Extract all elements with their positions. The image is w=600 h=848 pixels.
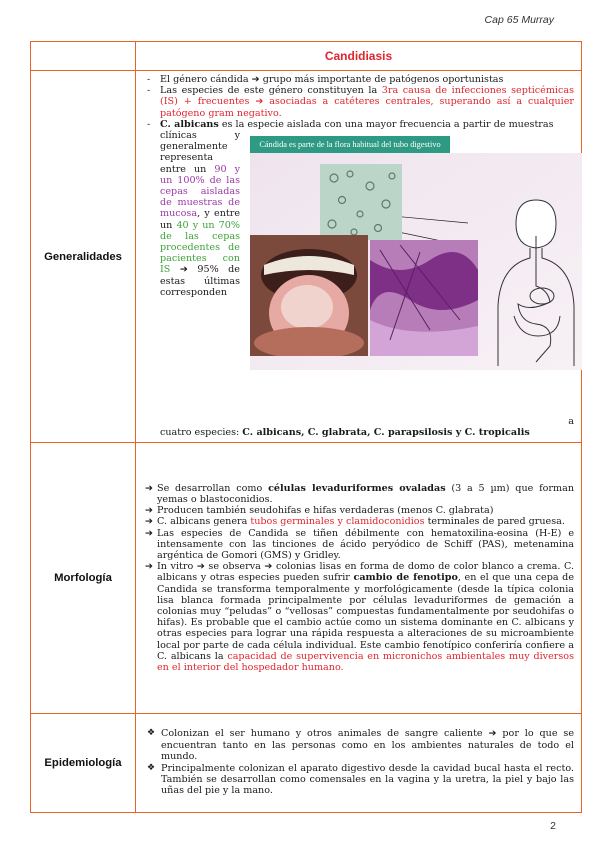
label-generalidades: Generalidades [31, 71, 136, 443]
digestive-tract-diagram [490, 196, 582, 366]
generalidades-narrow-text: clínicas y generalmente representa entre un 90 y un 100% de las cepas aisladas de muestras de mucosa, y entre un 40 y un 70% de las cepas procedentes de pacientes con IS ➔ 95% de estas últimas corresponden [160, 130, 240, 298]
generalidades-body [145, 130, 574, 416]
figure-caption: Cándida es parte de la flora habitual del tubo digestivo [250, 136, 450, 153]
candida-flora-figure [250, 136, 582, 370]
table-title: Candidiasis [136, 42, 582, 71]
title-row [31, 42, 582, 71]
list-item: ➔ Se desarrollan como células levaduriformes ovaladas (3 a 5 µm) que forman yemas o blastoconidios. [145, 482, 575, 505]
diamond-bullet-icon: ❖ [147, 762, 156, 773]
list-item: ❖ Colonizan el ser humano y otros animales de sangre caliente ➔ por lo que se encuentran tanto en las personas como en los ambientes naturales de todo el mundo. [147, 728, 574, 762]
title-blank-cell [31, 42, 136, 71]
row-morfologia [31, 443, 582, 714]
list-item: ➔ Producen también seudohifas e hifas verdaderas (menos C. glabrata) [145, 505, 494, 517]
page-number: 2 [550, 820, 556, 832]
list-item: - Las especies de este género constituyen la 3ra causa de infecciones septicémicas (IS) + frecuentes ➔ asociadas a catéteres centrales, superando así a cualquier patógeno gram negativo. [147, 85, 574, 119]
content-morfologia [136, 443, 582, 714]
list-item: ❖ Principalmente colonizan el aparato digestivo desde la cavidad bucal hasta el recto. También se desarrollan como comensales en la vagina y la uretra, la piel y bajo las uñas del pie y la mano. [147, 762, 574, 797]
tail-word: a [568, 416, 574, 428]
chapter-reference: Cap 65 Murray [484, 14, 554, 26]
morfologia-list [145, 483, 574, 673]
row-generalidades [31, 71, 582, 443]
list-item: ➔ Las especies de Candida se tiñen débilmente con hematoxilina-eosina (H-E) e intensamente con las tinciones de ácido peryódico de Schiff (PAS), metenamina argéntica de Gomori (GMS) y Gridley. [145, 527, 574, 561]
generalidades-tail: a cuatro especies: C. albicans, C. glabrata, C. parapsilosis y C. tropicalis [160, 416, 574, 439]
row-epidemiologia [31, 714, 582, 813]
diamond-bullet-icon: ❖ [147, 728, 156, 739]
label-epidemiologia: Epidemiología [31, 714, 136, 813]
list-item: ➔ In vitro ➔ se observa ➔ colonias lisas en forma de domo de color blanco a crema. C. albicans y otras especies pueden sufrir cambio de fenotipo, en el que una cepa de Candida se transforma temporalmente y morfológicamente (desde la típica colonia lisa blanca formada principalmente por células levaduriformes de gemación a colonias muy “peludas” o “vellosas” compuestas fundamentalmente por seudohifas o hifas). Es probable que el cambio actúe como un sistema dominante en C. albicans y otras especies para lograr una rápida respuesta a alteraciones de su microambiente local por parte de cada célula individual. Este cambio fenotípico conferiría confiere a C. albicans la capacidad de supervivencia en micronichos ambientales muy diversos en el interior del hospedador humano. [145, 561, 574, 673]
label-morfologia: Morfología [31, 443, 136, 714]
list-item: - El género cándida ➔ grupo más importante de patógenos oportunistas [147, 74, 504, 85]
list-item: ➔ C. albicans genera tubos germinales y clamidoconidios terminales de pared gruesa. [145, 516, 565, 528]
summary-table [30, 41, 582, 813]
list-item: - C. albicans es la especie aislada con una mayor frecuencia a partir de muestras [147, 118, 554, 130]
content-epidemiologia [136, 714, 582, 813]
histology-stain-image [370, 240, 478, 356]
content-generalidades [136, 71, 582, 443]
generalidades-list [145, 74, 574, 130]
oral-candidiasis-photo [250, 235, 368, 356]
epidemiologia-list [145, 728, 574, 796]
yeast-micrograph-image [320, 164, 402, 240]
